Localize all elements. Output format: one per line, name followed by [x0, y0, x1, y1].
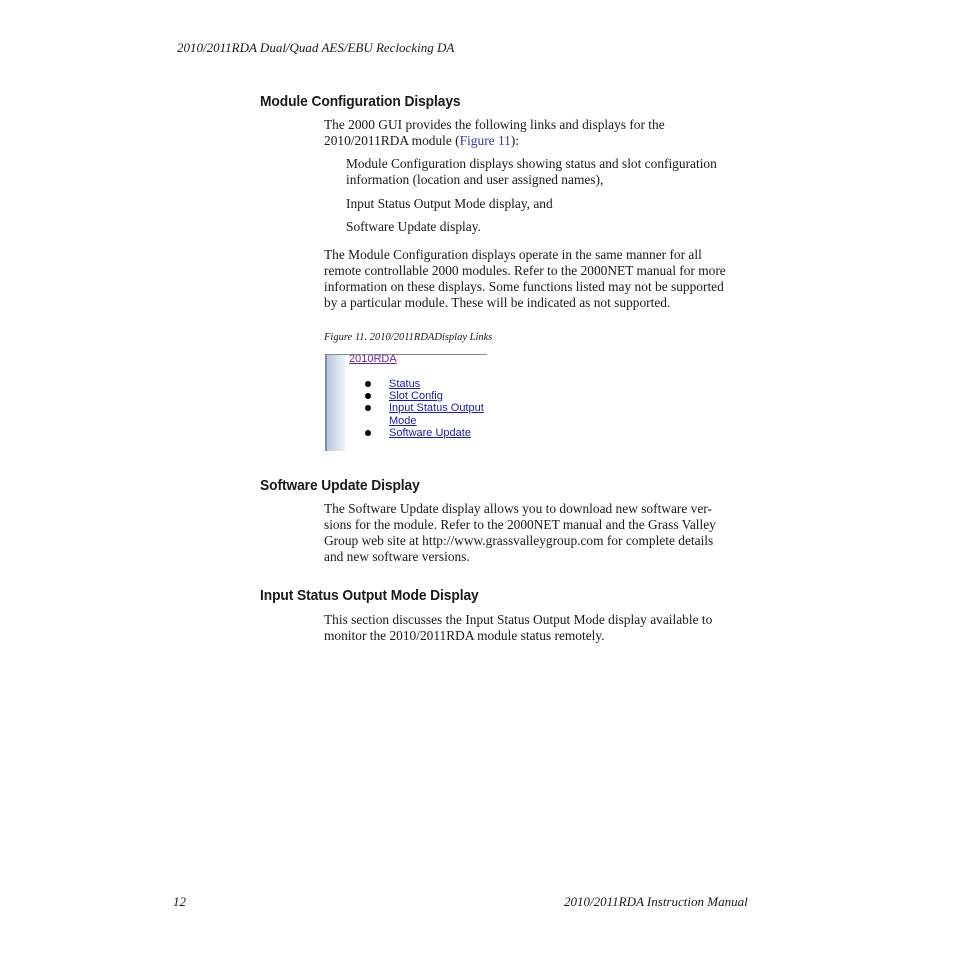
list-item — [377, 427, 484, 439]
input-status-output-mode-link[interactable]: Input Status Output — [389, 402, 484, 415]
running-header: 2010/2011RDA Dual/Quad AES/EBU Reclocking DA — [177, 40, 455, 55]
intro-line-2 — [324, 133, 758, 149]
input-status-output-mode-link-continued[interactable]: Mode — [389, 414, 417, 427]
paragraph-line: sions for the module. Refer to the 2000NET manual and the Grass Valley — [324, 517, 716, 532]
display-links-figure — [325, 351, 495, 451]
intro-paragraph — [324, 117, 758, 149]
paragraph-line: Group web site at http://www.grassvalleygroup.com for complete details — [324, 533, 714, 548]
list-item — [377, 378, 484, 390]
module-config-paragraph — [324, 247, 758, 311]
software-update-link[interactable]: Software Update — [389, 426, 471, 439]
bullet-icon — [365, 430, 371, 436]
paragraph-line: and new software versions. — [324, 549, 470, 564]
figure-caption: Figure 11. 2010/2011RDADisplay Links — [324, 332, 493, 343]
software-update-paragraph — [324, 501, 758, 565]
list-item-1-line-2: information (location and user assigned names), — [346, 172, 604, 187]
paragraph-line: The Software Update display allows you to download new software ver- — [324, 501, 712, 516]
paragraph-line: information on these displays. Some functions listed may not be supported — [324, 279, 724, 294]
intro-line-2-end: ): — [510, 133, 520, 148]
display-links-list — [377, 378, 484, 439]
input-status-paragraph — [324, 612, 758, 644]
paragraph-line: remote controllable 2000 modules. Refer to the 2000NET manual for more — [324, 263, 726, 278]
page-number: 12 — [173, 894, 186, 909]
paragraph-line: by a particular module. These will be indicated as not supported. — [324, 295, 671, 310]
figure-11-link[interactable]: Figure 11 — [459, 133, 511, 148]
status-link[interactable]: Status — [389, 378, 421, 390]
list-item — [377, 402, 484, 426]
figure-side-panel — [325, 354, 345, 451]
list-item-1-line-1: Module Configuration displays showing status and slot configuration — [346, 156, 717, 171]
heading-module-configuration: Module Configuration Displays — [260, 93, 461, 110]
paragraph-line: monitor the 2010/2011RDA module status remotely. — [324, 628, 605, 643]
list-item-2: Input Status Output Mode display, and — [346, 196, 553, 211]
footer-manual-title: 2010/2011RDA Instruction Manual — [564, 894, 748, 909]
bullet-icon — [365, 393, 371, 399]
paragraph-line: This section discusses the Input Status Output Mode display available to — [324, 612, 713, 627]
list-item-3: Software Update display. — [346, 219, 481, 234]
heading-input-status-output-mode: Input Status Output Mode Display — [260, 587, 479, 604]
list-item — [346, 156, 758, 188]
list-item — [377, 390, 484, 402]
paragraph-line: The Module Configuration displays operate in the same manner for all — [324, 247, 702, 262]
intro-line-2-start: 2010/2011RDA module ( — [324, 133, 460, 148]
bullet-icon — [365, 381, 371, 387]
heading-software-update: Software Update Display — [260, 477, 420, 494]
list-item — [346, 219, 758, 235]
slot-config-link[interactable]: Slot Config — [389, 390, 443, 403]
bullet-icon — [365, 405, 371, 411]
module-title-link[interactable]: 2010RDA — [349, 353, 397, 365]
intro-line-1: The 2000 GUI provides the following links and displays for the — [324, 117, 665, 132]
list-item — [346, 196, 758, 212]
